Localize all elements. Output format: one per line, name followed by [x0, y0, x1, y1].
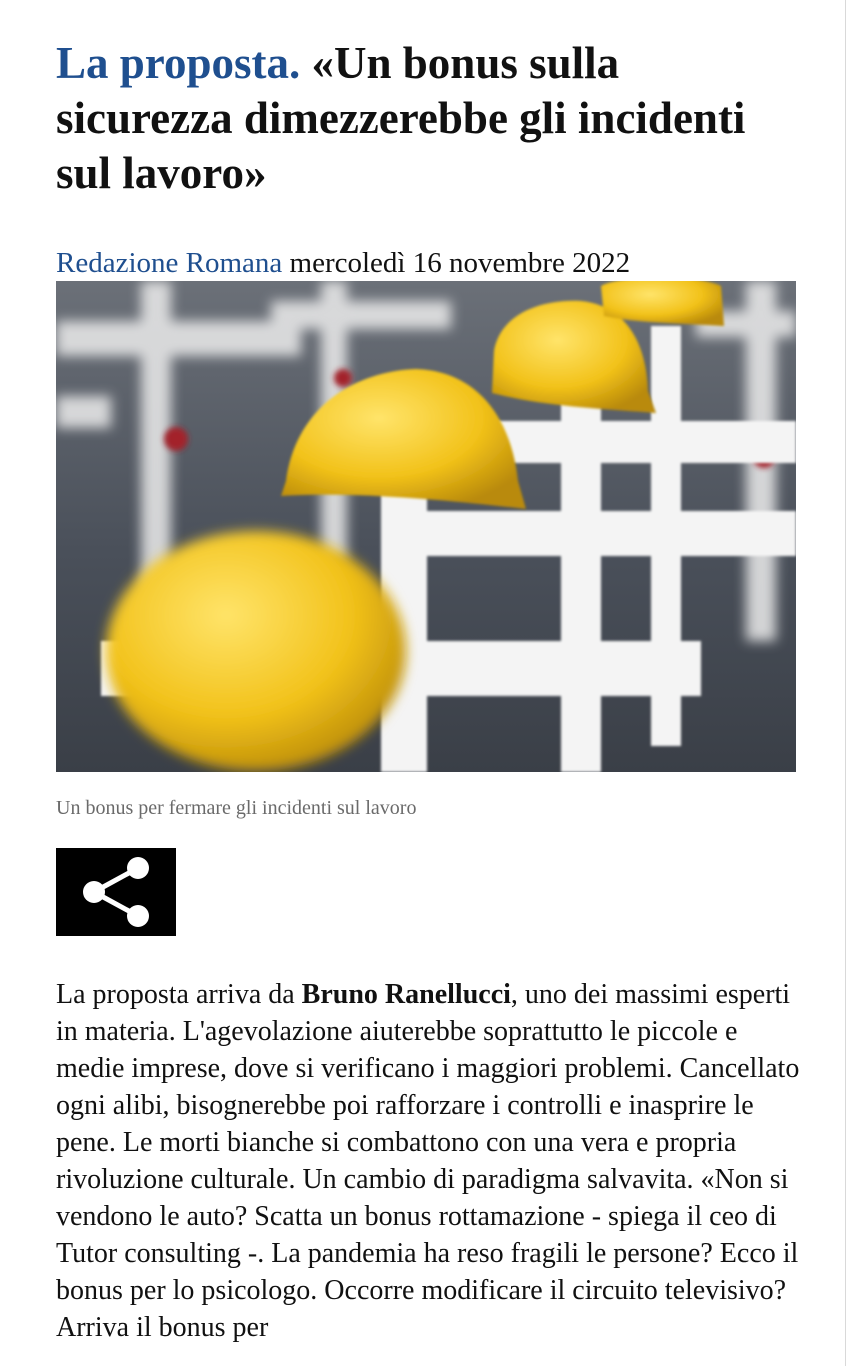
photo-caption: Un bonus per fermare gli incidenti sul lavoro: [56, 797, 417, 819]
helmets-crosses-image: [56, 281, 796, 772]
headline-kicker: La proposta.: [56, 38, 301, 88]
article-body: [56, 976, 801, 1346]
article-header: [56, 36, 796, 281]
article-headline: [56, 36, 796, 201]
window-edge: [845, 0, 860, 1366]
publish-date: mercoledì 16 novembre 2022: [289, 247, 631, 279]
byline: [56, 245, 796, 281]
share-button[interactable]: [56, 848, 176, 936]
body-person: Bruno Ranellucci: [301, 979, 511, 1010]
headline-text: «Un bonus sulla sicurezza dimezzerebbe gli incidenti sul lavoro»: [56, 38, 746, 198]
body-intro: La proposta arriva da: [56, 979, 302, 1010]
body-text: , uno dei massimi esperti in materia. L'agevolazione aiuterebbe soprattutto le piccole e medie imprese, dove si verificano i maggiori problemi. Cancellato ogni alibi, bisognerebbe poi rafforzare i controlli e inasprire le pene. Le morti bianche si combattono con una vera e propria rivoluzione culturale. Un cambio di paradigma salvavita. «Non si vendono le auto? Scatta un bonus rottamazione - spiega il ceo di Tutor consulting -. La pandemia ha reso fragili le persone? Ecco il bonus per lo psicologo. Occorre modificare il circuito televisivo? Arriva il bonus per: [56, 979, 800, 1343]
share-icon: [56, 848, 176, 936]
article-photo: [56, 281, 796, 772]
author-link[interactable]: Redazione Romana: [56, 247, 283, 279]
